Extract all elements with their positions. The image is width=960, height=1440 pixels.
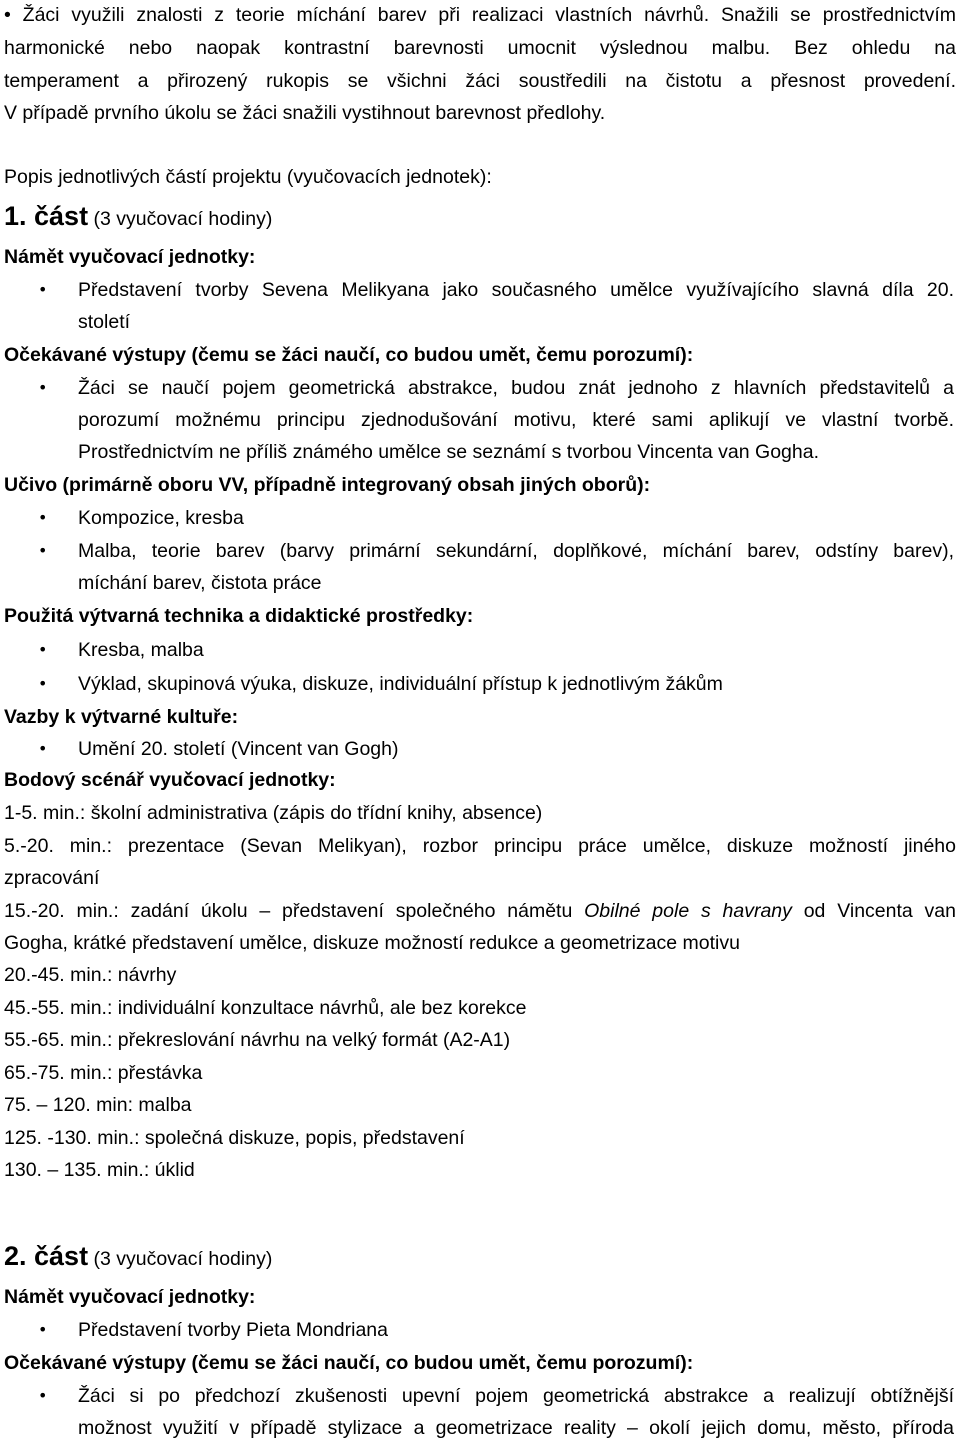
part1-vystupy-label: Očekávané výstupy (čemu se žáci naučí, co budou umět, čemu porozumí): <box>4 344 694 366</box>
intro-line-4: V případě prvního úkolu se žáci snažili vystihnout barevnost předlohy. <box>4 102 606 124</box>
intro-line-3: temperament a přirozený rukopis se všichni žáci soustředili na čistotu a přesnost provedení. <box>4 70 956 92</box>
bullet-icon: • <box>38 541 48 560</box>
part2-namet-label: Námět vyučovací jednotky: <box>4 1286 256 1308</box>
scenar-step-4: 20.-45. min.: návrhy <box>4 964 177 986</box>
scenar-step-3-post: od Vincenta van <box>791 900 956 922</box>
part1-technika-1: Kresba, malba <box>78 639 204 661</box>
bullet-icon: • <box>38 674 48 693</box>
part1-namet-label: Námět vyučovací jednotky: <box>4 246 256 268</box>
part2-vystupy-1a: Žáci si po předchozí zkušenosti upevní pojem geometrická abstrakce a realizují obtížnější <box>78 1385 954 1407</box>
bullet-icon: • <box>38 739 48 758</box>
part2-vystupy-label: Očekávané výstupy (čemu se žáci naučí, co budou umět, čemu porozumí): <box>4 1352 694 1374</box>
part1-technika-2: Výklad, skupinová výuka, diskuze, individuální přístup k jednotlivým žákům <box>78 673 723 695</box>
bullet-icon: • <box>38 1320 48 1339</box>
part1-heading <box>4 200 272 235</box>
intro-line-1: • Žáci využili znalosti z teorie míchání barev při realizaci vlastních návrhů. Snažili se prostřednictvím <box>4 4 956 26</box>
scenar-step-3b: Gogha, krátké představení umělce, diskuze možností redukce a geometrizace motivu <box>4 932 740 954</box>
bullet-icon: • <box>38 280 48 299</box>
scenar-step-2a: 5.-20. min.: prezentace (Sevan Melikyan), rozbor principu práce umělce, diskuze možností jiného <box>4 835 956 857</box>
part1-vystupy-1a: Žáci se naučí pojem geometrická abstrakce, budou znát jednoho z hlavních představitelů a <box>78 377 954 399</box>
part1-vystupy-1b: porozumí možnému principu zjednodušování motivu, které sami aplikují ve vlastní tvorbě. <box>78 409 954 431</box>
part1-vystupy-1c: Prostřednictvím ne příliš známého umělce se seznámí s tvorbou Vincenta van Gogha. <box>78 441 820 463</box>
bullet-icon: • <box>38 640 48 659</box>
scenar-step-2b: zpracování <box>4 867 100 889</box>
projekt-heading: Popis jednotlivých částí projektu (vyučovacích jednotek): <box>4 166 492 188</box>
part1-scenar-label: Bodový scénář vyučovací jednotky: <box>4 769 336 791</box>
intro-line-2: harmonické nebo naopak kontrastní barevnosti umocnit výslednou malbu. Bez ohledu na <box>4 37 956 59</box>
bullet-icon: • <box>38 378 48 397</box>
part1-technika-label: Použitá výtvarná technika a didaktické prostředky: <box>4 605 474 627</box>
bullet-icon: • <box>38 508 48 527</box>
part2-hours: (3 vyučovací hodiny) <box>88 1248 273 1270</box>
part1-ucivo-label: Učivo (primárně oboru VV, případně integrovaný obsah jiných oborů): <box>4 474 651 496</box>
part1-hours: (3 vyučovací hodiny) <box>88 208 273 230</box>
part1-vazby-1: Umění 20. století (Vincent van Gogh) <box>78 738 399 760</box>
scenar-step-3a <box>4 899 956 923</box>
part1-namet-1a: Představení tvorby Sevena Melikyana jako současného umělce využívajícího slavná díla 20. <box>78 279 954 301</box>
scenar-step-1: 1-5. min.: školní administrativa (zápis do třídní knihy, absence) <box>4 802 543 824</box>
bullet-icon: • <box>38 1386 48 1405</box>
scenar-step-9: 125. -130. min.: společná diskuze, popis, představení <box>4 1127 465 1149</box>
scenar-step-3-pre: 15.-20. min.: zadání úkolu – představení společného námětu <box>4 900 585 922</box>
scenar-step-10: 130. – 135. min.: úklid <box>4 1159 195 1181</box>
part2-number: 2. část <box>4 1241 89 1271</box>
scenar-step-5: 45.-55. min.: individuální konzultace návrhů, ale bez korekce <box>4 997 527 1019</box>
scenar-step-6: 55.-65. min.: překreslování návrhu na velký formát (A2-A1) <box>4 1029 511 1051</box>
part2-heading <box>4 1240 272 1275</box>
part1-number: 1. část <box>4 201 89 231</box>
part1-ucivo-2b: míchání barev, čistota práce <box>78 572 322 594</box>
scenar-step-8: 75. – 120. min: malba <box>4 1094 192 1116</box>
scenar-step-3-title: Obilné pole s havrany <box>584 900 792 922</box>
part1-ucivo-2a: Malba, teorie barev (barvy primární sekundární, doplňkové, míchání barev, odstíny barev), <box>78 540 954 562</box>
part1-vazby-label: Vazby k výtvarné kultuře: <box>4 706 239 728</box>
scenar-step-7: 65.-75. min.: přestávka <box>4 1062 203 1084</box>
part1-namet-1b: století <box>78 311 131 333</box>
part1-ucivo-1: Kompozice, kresba <box>78 507 244 529</box>
part2-vystupy-1b: možnost využití v případě stylizace a geometrizace reality – okolí jejich domu, město, příroda <box>78 1417 954 1439</box>
part2-namet-1: Představení tvorby Pieta Mondriana <box>78 1319 389 1341</box>
